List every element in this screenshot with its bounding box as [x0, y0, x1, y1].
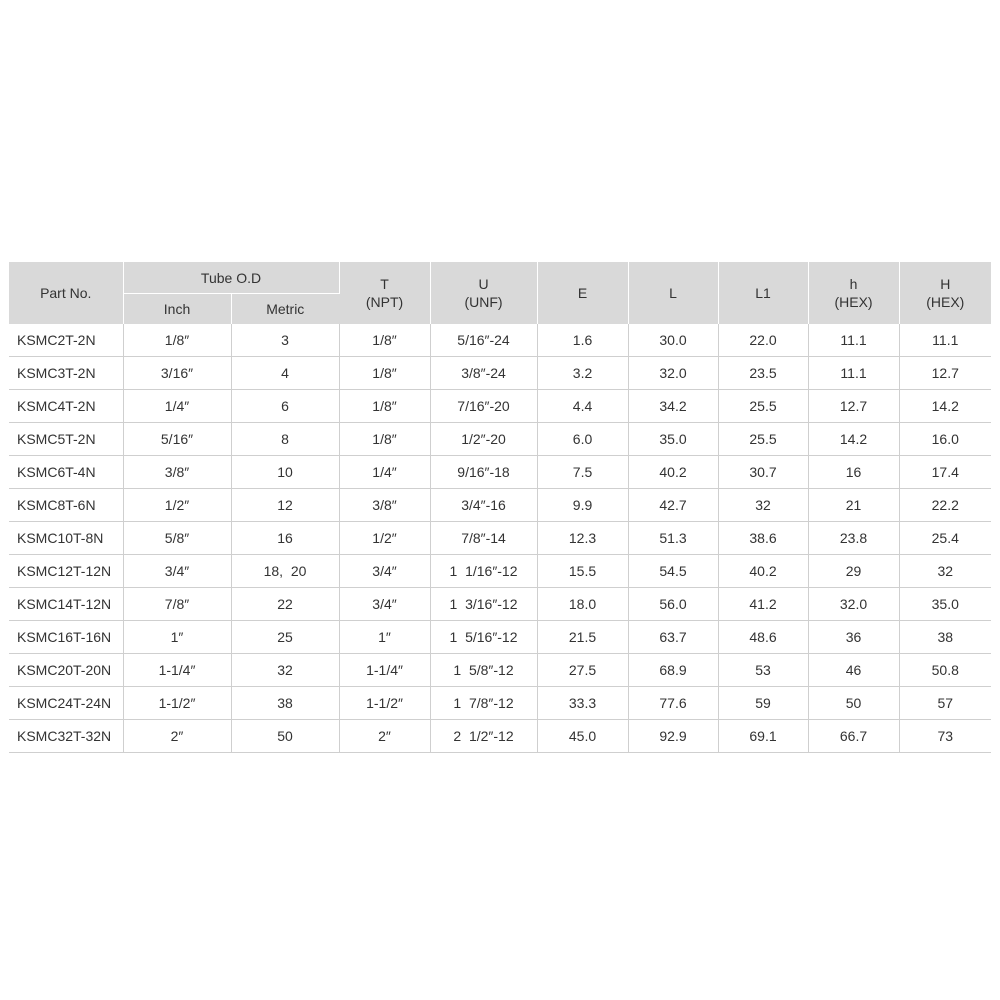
cell-h-hex-big: 38: [899, 621, 991, 654]
header-h-big-sub: (HEX): [926, 294, 965, 310]
cell-h-hex-small: 29: [808, 555, 899, 588]
header-metric: Metric: [231, 294, 339, 325]
cell-u-unf: 1/2″-20: [430, 423, 537, 456]
cell-l: 92.9: [628, 720, 718, 753]
header-e: E: [537, 262, 628, 324]
cell-h-hex-big: 14.2: [899, 390, 991, 423]
cell-inch: 5/8″: [123, 522, 231, 555]
cell-l1: 38.6: [718, 522, 808, 555]
header-h-small: [808, 262, 899, 324]
cell-u-unf: 1 7/8″-12: [430, 687, 537, 720]
table-header: [9, 262, 991, 324]
header-h-big: [899, 262, 991, 324]
cell-part-no: KSMC4T-2N: [9, 390, 123, 423]
table-row: [9, 324, 991, 357]
header-u: [430, 262, 537, 324]
cell-h-hex-small: 50: [808, 687, 899, 720]
cell-metric: 25: [231, 621, 339, 654]
cell-e: 18.0: [537, 588, 628, 621]
cell-l: 35.0: [628, 423, 718, 456]
table-row: [9, 456, 991, 489]
cell-part-no: KSMC10T-8N: [9, 522, 123, 555]
cell-t-npt: 1/4″: [339, 456, 430, 489]
header-l1: L1: [718, 262, 808, 324]
header-t-sub: (NPT): [365, 294, 404, 310]
cell-l1: 25.5: [718, 423, 808, 456]
cell-h-hex-small: 66.7: [808, 720, 899, 753]
cell-l: 51.3: [628, 522, 718, 555]
cell-part-no: KSMC16T-16N: [9, 621, 123, 654]
cell-l1: 32: [718, 489, 808, 522]
table-row: [9, 390, 991, 423]
cell-inch: 1/8″: [123, 324, 231, 357]
cell-l1: 23.5: [718, 357, 808, 390]
cell-l: 40.2: [628, 456, 718, 489]
cell-h-hex-big: 25.4: [899, 522, 991, 555]
cell-h-hex-big: 50.8: [899, 654, 991, 687]
cell-inch: 7/8″: [123, 588, 231, 621]
table-row: [9, 687, 991, 720]
cell-part-no: KSMC2T-2N: [9, 324, 123, 357]
cell-metric: 18, 20: [231, 555, 339, 588]
cell-l: 42.7: [628, 489, 718, 522]
cell-u-unf: 2 1/2″-12: [430, 720, 537, 753]
cell-part-no: KSMC20T-20N: [9, 654, 123, 687]
header-t-label: T: [380, 276, 389, 292]
cell-u-unf: 3/8″-24: [430, 357, 537, 390]
cell-h-hex-small: 46: [808, 654, 899, 687]
cell-metric: 3: [231, 324, 339, 357]
cell-inch: 1-1/2″: [123, 687, 231, 720]
cell-l1: 69.1: [718, 720, 808, 753]
cell-inch: 3/16″: [123, 357, 231, 390]
cell-inch: 1/2″: [123, 489, 231, 522]
cell-t-npt: 3/4″: [339, 588, 430, 621]
cell-l1: 59: [718, 687, 808, 720]
cell-l: 63.7: [628, 621, 718, 654]
cell-e: 27.5: [537, 654, 628, 687]
cell-h-hex-big: 17.4: [899, 456, 991, 489]
cell-u-unf: 7/8″-14: [430, 522, 537, 555]
cell-h-hex-small: 16: [808, 456, 899, 489]
table-row: [9, 621, 991, 654]
cell-u-unf: 3/4″-16: [430, 489, 537, 522]
cell-inch: 1-1/4″: [123, 654, 231, 687]
cell-metric: 8: [231, 423, 339, 456]
cell-u-unf: 1 1/16″-12: [430, 555, 537, 588]
cell-inch: 1/4″: [123, 390, 231, 423]
cell-inch: 5/16″: [123, 423, 231, 456]
cell-e: 33.3: [537, 687, 628, 720]
cell-part-no: KSMC12T-12N: [9, 555, 123, 588]
cell-l: 30.0: [628, 324, 718, 357]
cell-e: 7.5: [537, 456, 628, 489]
cell-l1: 30.7: [718, 456, 808, 489]
cell-t-npt: 2″: [339, 720, 430, 753]
cell-part-no: KSMC5T-2N: [9, 423, 123, 456]
cell-h-hex-big: 11.1: [899, 324, 991, 357]
table-row: [9, 654, 991, 687]
header-part-no: Part No.: [9, 262, 123, 324]
cell-metric: 12: [231, 489, 339, 522]
cell-e: 12.3: [537, 522, 628, 555]
header-inch: Inch: [123, 294, 231, 325]
cell-e: 1.6: [537, 324, 628, 357]
cell-h-hex-small: 36: [808, 621, 899, 654]
cell-h-hex-small: 11.1: [808, 324, 899, 357]
cell-l1: 41.2: [718, 588, 808, 621]
table-row: [9, 357, 991, 390]
table-row: [9, 522, 991, 555]
cell-e: 3.2: [537, 357, 628, 390]
cell-metric: 32: [231, 654, 339, 687]
cell-t-npt: 3/4″: [339, 555, 430, 588]
table-row: [9, 489, 991, 522]
cell-part-no: KSMC14T-12N: [9, 588, 123, 621]
cell-e: 15.5: [537, 555, 628, 588]
cell-h-hex-small: 32.0: [808, 588, 899, 621]
cell-h-hex-big: 32: [899, 555, 991, 588]
cell-h-hex-small: 14.2: [808, 423, 899, 456]
cell-l1: 25.5: [718, 390, 808, 423]
cell-t-npt: 1-1/2″: [339, 687, 430, 720]
cell-t-npt: 3/8″: [339, 489, 430, 522]
cell-metric: 50: [231, 720, 339, 753]
cell-e: 45.0: [537, 720, 628, 753]
cell-t-npt: 1/8″: [339, 423, 430, 456]
cell-t-npt: 1-1/4″: [339, 654, 430, 687]
cell-l1: 22.0: [718, 324, 808, 357]
cell-h-hex-small: 23.8: [808, 522, 899, 555]
cell-e: 9.9: [537, 489, 628, 522]
spec-table: [9, 262, 991, 753]
cell-u-unf: 1 5/16″-12: [430, 621, 537, 654]
cell-metric: 16: [231, 522, 339, 555]
header-t: [339, 262, 430, 324]
header-h-small-sub: (HEX): [834, 294, 873, 310]
cell-t-npt: 1″: [339, 621, 430, 654]
cell-h-hex-big: 57: [899, 687, 991, 720]
cell-inch: 1″: [123, 621, 231, 654]
cell-inch: 2″: [123, 720, 231, 753]
cell-t-npt: 1/8″: [339, 357, 430, 390]
cell-t-npt: 1/2″: [339, 522, 430, 555]
cell-l: 68.9: [628, 654, 718, 687]
table-row: [9, 588, 991, 621]
cell-part-no: KSMC32T-32N: [9, 720, 123, 753]
header-h-small-label: h: [849, 276, 858, 292]
cell-metric: 38: [231, 687, 339, 720]
cell-l: 34.2: [628, 390, 718, 423]
cell-h-hex-big: 12.7: [899, 357, 991, 390]
table-row: [9, 555, 991, 588]
cell-h-hex-big: 73: [899, 720, 991, 753]
header-l: L: [628, 262, 718, 324]
cell-part-no: KSMC3T-2N: [9, 357, 123, 390]
table-row: [9, 720, 991, 753]
cell-part-no: KSMC24T-24N: [9, 687, 123, 720]
cell-u-unf: 9/16″-18: [430, 456, 537, 489]
cell-inch: 3/4″: [123, 555, 231, 588]
cell-u-unf: 7/16″-20: [430, 390, 537, 423]
cell-metric: 6: [231, 390, 339, 423]
cell-l1: 40.2: [718, 555, 808, 588]
cell-metric: 10: [231, 456, 339, 489]
cell-h-hex-big: 35.0: [899, 588, 991, 621]
cell-h-hex-big: 22.2: [899, 489, 991, 522]
cell-u-unf: 1 3/16″-12: [430, 588, 537, 621]
cell-part-no: KSMC6T-4N: [9, 456, 123, 489]
cell-l: 77.6: [628, 687, 718, 720]
cell-inch: 3/8″: [123, 456, 231, 489]
cell-h-hex-big: 16.0: [899, 423, 991, 456]
cell-t-npt: 1/8″: [339, 324, 430, 357]
cell-l: 54.5: [628, 555, 718, 588]
header-u-label: U: [478, 276, 489, 292]
cell-l1: 53: [718, 654, 808, 687]
table-row: [9, 423, 991, 456]
cell-l: 32.0: [628, 357, 718, 390]
cell-part-no: KSMC8T-6N: [9, 489, 123, 522]
table-body: [9, 324, 991, 753]
cell-l1: 48.6: [718, 621, 808, 654]
cell-metric: 4: [231, 357, 339, 390]
cell-u-unf: 5/16″-24: [430, 324, 537, 357]
header-h-big-label: H: [940, 276, 951, 292]
header-u-sub: (UNF): [464, 294, 503, 310]
cell-h-hex-small: 11.1: [808, 357, 899, 390]
cell-h-hex-small: 21: [808, 489, 899, 522]
cell-e: 21.5: [537, 621, 628, 654]
cell-e: 4.4: [537, 390, 628, 423]
cell-t-npt: 1/8″: [339, 390, 430, 423]
cell-metric: 22: [231, 588, 339, 621]
cell-u-unf: 1 5/8″-12: [430, 654, 537, 687]
cell-l: 56.0: [628, 588, 718, 621]
cell-e: 6.0: [537, 423, 628, 456]
cell-h-hex-small: 12.7: [808, 390, 899, 423]
header-tube-od: Tube O.D: [123, 262, 339, 294]
